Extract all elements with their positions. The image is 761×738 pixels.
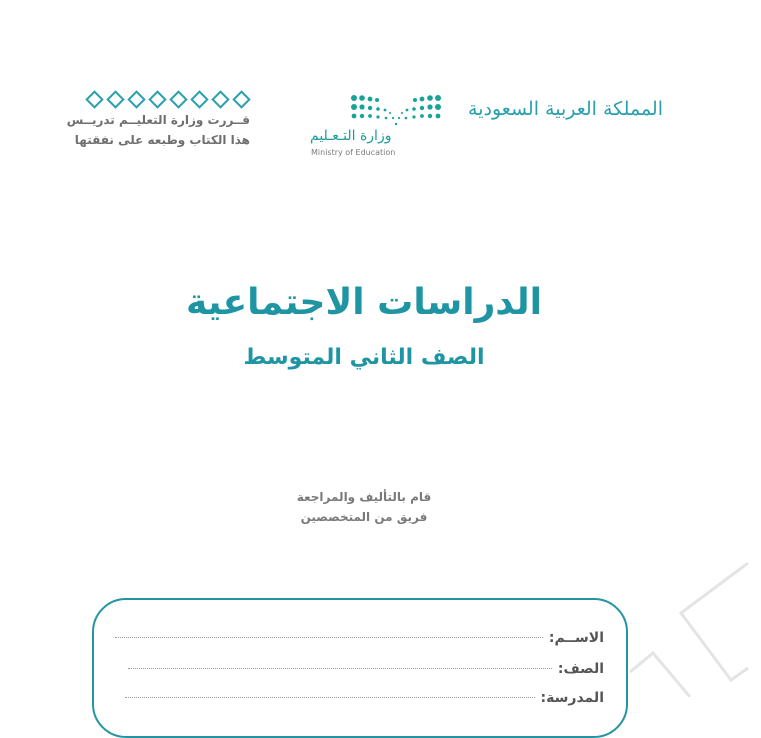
name-field[interactable] — [115, 630, 604, 646]
approval-block — [66, 88, 250, 150]
school-label: المدرسة: — [540, 690, 604, 706]
approval-line-1: قــررت وزارة التعليــم تدريــس — [66, 113, 250, 127]
authors-line-2: فريق من المتخصصين — [300, 510, 428, 524]
school-field[interactable] — [125, 690, 604, 706]
approval-line-2: هذا الكتاب وطبعه على نفقتها — [74, 133, 250, 147]
grade-field[interactable] — [128, 661, 604, 677]
authors-credit — [0, 487, 728, 527]
name-label: الاســم: — [548, 630, 604, 646]
kingdom-calligraphy-logo: المملكة العربية السعودية — [468, 98, 663, 120]
student-info-box — [92, 598, 628, 738]
name-input-line[interactable] — [115, 636, 543, 638]
grade-label: الصف: — [557, 661, 604, 677]
school-input-line[interactable] — [125, 696, 535, 698]
authors-line-1: قام بالتأليف والمراجعة — [296, 490, 432, 504]
book-title: الدراسات الاجتماعية — [186, 282, 542, 323]
ministry-logo — [300, 90, 450, 160]
book-subtitle: الصف الثاني المتوسط — [243, 345, 485, 370]
ministry-dots-icon — [350, 94, 442, 126]
ministry-name-arabic: وزارة التـعـليم — [310, 128, 392, 144]
grade-input-line[interactable] — [128, 667, 552, 669]
ministry-name-english: Ministry of Education — [311, 148, 396, 157]
diamond-ornament-icon — [70, 88, 250, 110]
